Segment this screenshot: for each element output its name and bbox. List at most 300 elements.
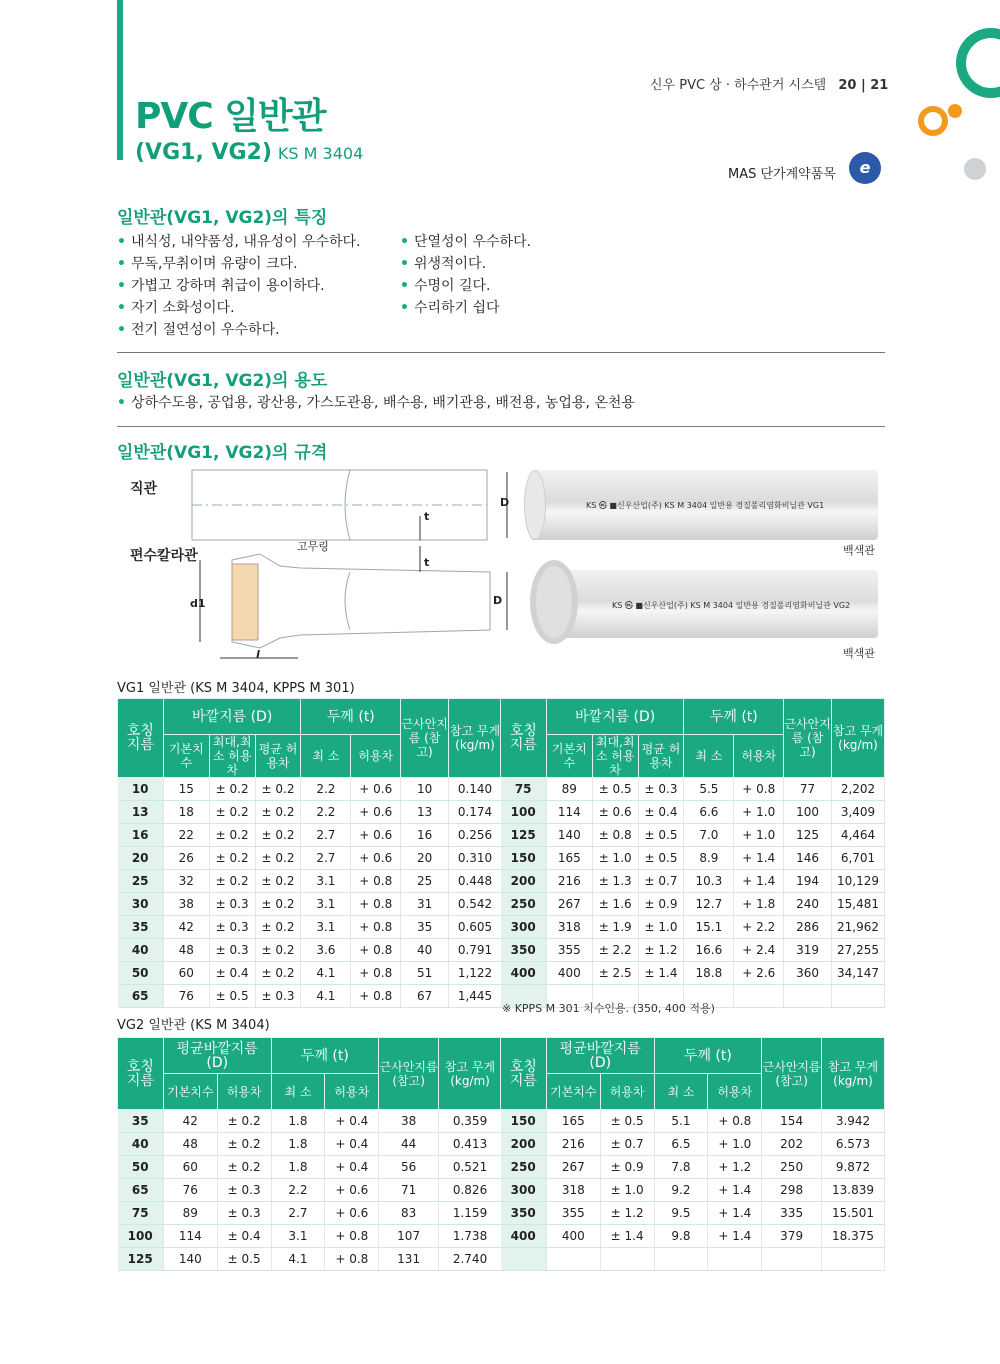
table-cell: 4,464 xyxy=(832,824,885,847)
cell-nominal: 200 xyxy=(501,1133,547,1156)
table-cell: + 2.4 xyxy=(734,939,784,962)
header-tol: 허용차 xyxy=(351,735,401,778)
table-cell: 0.413 xyxy=(439,1133,502,1156)
dimension-t-label: t xyxy=(424,510,430,523)
table-row xyxy=(118,1110,502,1133)
table-cell: ± 2.2 xyxy=(592,939,638,962)
table-cell: 31 xyxy=(401,893,449,916)
table-cell: 35 xyxy=(401,916,449,939)
page-subtitle xyxy=(135,140,363,165)
table-cell: ± 1.6 xyxy=(592,893,638,916)
table-cell: 107 xyxy=(379,1225,439,1248)
header-weight: 참고 무게 (kg/m) xyxy=(832,699,885,778)
table-cell: ± 0.2 xyxy=(217,1133,271,1156)
header-thickness: 두께 (t) xyxy=(684,699,784,735)
table-cell: + 0.8 xyxy=(351,916,401,939)
table-cell: 0.256 xyxy=(449,824,502,847)
table-cell: 2.740 xyxy=(439,1248,502,1271)
table-cell: 76 xyxy=(163,1179,217,1202)
table-row xyxy=(118,939,502,962)
running-header xyxy=(650,74,888,93)
table-cell: ± 0.2 xyxy=(209,824,255,847)
table-cell xyxy=(654,1248,708,1271)
table-cell: 10.3 xyxy=(684,870,734,893)
header-min: 최 소 xyxy=(684,735,734,778)
table-cell: 4.1 xyxy=(271,1248,325,1271)
table-row xyxy=(501,1248,885,1271)
table-cell: 3.1 xyxy=(301,916,351,939)
table-cell: 146 xyxy=(784,847,832,870)
cell-nominal: 20 xyxy=(118,847,164,870)
usage-title: 일반관(VG1, VG2)의 용도 xyxy=(117,371,328,391)
page-title: PVC 일반관 xyxy=(135,96,326,137)
divider xyxy=(117,352,885,353)
cell-nominal: 35 xyxy=(118,1110,164,1133)
table-row xyxy=(118,985,502,1008)
table-cell: ± 0.2 xyxy=(217,1156,271,1179)
table-row xyxy=(118,1202,502,1225)
break-mark xyxy=(345,572,350,630)
table-row xyxy=(118,1156,502,1179)
table-cell: 2.2 xyxy=(271,1179,325,1202)
table-cell: ± 1.0 xyxy=(638,916,684,939)
rubber-ring-label: 고무링 xyxy=(297,540,329,553)
table-cell: + 0.6 xyxy=(351,801,401,824)
table-cell: + 0.8 xyxy=(325,1248,379,1271)
table-cell: ± 0.3 xyxy=(209,916,255,939)
table-cell: 51 xyxy=(401,962,449,985)
table-cell: + 1.0 xyxy=(708,1133,762,1156)
header-tol: 허용차 xyxy=(708,1074,762,1110)
table-cell: 48 xyxy=(163,939,209,962)
table-cell xyxy=(762,1248,822,1271)
table-cell: 1.8 xyxy=(271,1156,325,1179)
table-cell: 3.942 xyxy=(822,1110,885,1133)
table-row xyxy=(501,1225,885,1248)
table-cell: 9.5 xyxy=(654,1202,708,1225)
table-cell: + 0.8 xyxy=(351,870,401,893)
table-cell: 1.8 xyxy=(271,1110,325,1133)
table-cell: 3,409 xyxy=(832,801,885,824)
header-outer-diameter: 평균바깥지름 (D) xyxy=(546,1038,654,1074)
collar-pipe-label: 편수칼라관 xyxy=(130,548,198,564)
table-cell: 1.159 xyxy=(439,1202,502,1225)
table-cell: + 1.4 xyxy=(734,870,784,893)
header-base: 기본치수 xyxy=(163,1074,217,1110)
table-cell: ± 0.4 xyxy=(209,962,255,985)
mas-label: MAS 단가계약품목 xyxy=(728,167,836,182)
table-cell xyxy=(546,1248,600,1271)
table-cell: 1,122 xyxy=(449,962,502,985)
table-cell: 0.826 xyxy=(439,1179,502,1202)
table-cell: 22 xyxy=(163,824,209,847)
dimension-l-label: l xyxy=(256,648,260,661)
cell-nominal: 250 xyxy=(501,1156,547,1179)
table-cell: 0.174 xyxy=(449,801,502,824)
table-cell: ± 1.0 xyxy=(592,847,638,870)
rubber-ring xyxy=(232,564,258,640)
table-cell: + 1.2 xyxy=(708,1156,762,1179)
cell-nominal: 300 xyxy=(501,916,547,939)
header-min: 최 소 xyxy=(654,1074,708,1110)
table-cell: 298 xyxy=(762,1179,822,1202)
table-cell: + 1.0 xyxy=(734,824,784,847)
straight-pipe-label: 직관 xyxy=(130,481,158,497)
table-cell: 32 xyxy=(163,870,209,893)
table-cell: + 0.8 xyxy=(351,893,401,916)
cell-nominal: 13 xyxy=(118,801,164,824)
table-cell: 3.1 xyxy=(271,1225,325,1248)
header-weight: 참고 무게 (kg/m) xyxy=(439,1038,502,1110)
table-cell: 15.1 xyxy=(684,916,734,939)
header-maxmin: 최대,최소 허용차 xyxy=(592,735,638,778)
header-base: 기본치수 xyxy=(546,735,592,778)
table-cell: 25 xyxy=(401,870,449,893)
table-row xyxy=(118,916,502,939)
page-numbers: 20 | 21 xyxy=(838,78,889,93)
table-row xyxy=(118,1133,502,1156)
table-row xyxy=(501,1179,885,1202)
cell-nominal: 100 xyxy=(501,801,547,824)
table-cell xyxy=(708,1248,762,1271)
table-cell: 240 xyxy=(784,893,832,916)
table-cell: ± 0.3 xyxy=(255,985,301,1008)
table-cell: 131 xyxy=(379,1248,439,1271)
table-cell: 15,481 xyxy=(832,893,885,916)
table-cell: + 0.6 xyxy=(351,778,401,801)
table-cell: ± 0.2 xyxy=(209,870,255,893)
table-cell: 216 xyxy=(546,1133,600,1156)
table-cell: 20 xyxy=(401,847,449,870)
list-item: • 가볍고 강하며 취급이 용이하다. xyxy=(117,275,361,297)
cell-nominal: 100 xyxy=(118,1225,164,1248)
table-cell: 165 xyxy=(546,1110,600,1133)
table-cell: 335 xyxy=(762,1202,822,1225)
table-cell: 379 xyxy=(762,1225,822,1248)
table-cell: ± 0.6 xyxy=(592,801,638,824)
table-cell: 6,701 xyxy=(832,847,885,870)
table-cell: 5.5 xyxy=(684,778,734,801)
table-cell: 18 xyxy=(163,801,209,824)
header-inner-diameter: 근사안지름 (참고) xyxy=(379,1038,439,1110)
table-cell: ± 0.2 xyxy=(255,847,301,870)
table-cell: 3.6 xyxy=(301,939,351,962)
table-cell: 1.8 xyxy=(271,1133,325,1156)
vg2-pipe-print: KS ㉿ ■신우산업(주) KS M 3404 일반용 경질폴리염화비닐관 VG2 xyxy=(612,601,851,610)
photo-caption: 백색관 xyxy=(843,647,875,660)
header-nominal: 호칭 지름 xyxy=(118,699,164,778)
table-cell: 16.6 xyxy=(684,939,734,962)
table-cell: 6.573 xyxy=(822,1133,885,1156)
cell-nominal: 75 xyxy=(501,778,547,801)
table-cell: ± 0.2 xyxy=(255,824,301,847)
table-row xyxy=(501,1202,885,1225)
vg2-table-left xyxy=(117,1037,502,1271)
header-inner-diameter: 근사안지름 (참고) xyxy=(784,699,832,778)
table-row xyxy=(118,962,502,985)
table-cell: ± 0.2 xyxy=(255,893,301,916)
table-cell xyxy=(600,1248,654,1271)
list-item: • 무독,무취이며 유량이 크다. xyxy=(117,253,361,275)
header-outer-diameter: 평균바깥지름 (D) xyxy=(163,1038,271,1074)
table-cell: 10 xyxy=(401,778,449,801)
decorative-dot-gray xyxy=(964,158,986,180)
dimension-t-label: t xyxy=(424,556,430,569)
table-row xyxy=(118,1179,502,1202)
vg2-table-title: VG2 일반관 (KS M 3404) xyxy=(117,1018,270,1033)
table-cell: 5.1 xyxy=(654,1110,708,1133)
cell-nominal: 125 xyxy=(501,824,547,847)
table-cell: 40 xyxy=(401,939,449,962)
table-cell: ± 1.2 xyxy=(638,939,684,962)
table-cell: ± 0.3 xyxy=(638,778,684,801)
header-outer-diameter: 바깥지름 (D) xyxy=(163,699,301,735)
table-row xyxy=(501,893,885,916)
table-cell: 0.521 xyxy=(439,1156,502,1179)
table-cell: 2.2 xyxy=(301,778,351,801)
table-row xyxy=(118,778,502,801)
table-cell: + 0.4 xyxy=(325,1156,379,1179)
header-maxmin: 최대,최소 허용차 xyxy=(209,735,255,778)
pipe-cross-section-diagram xyxy=(180,460,520,670)
table-cell: 140 xyxy=(546,824,592,847)
usage-list xyxy=(117,392,635,414)
table-cell: 1,445 xyxy=(449,985,502,1008)
table-cell: 216 xyxy=(546,870,592,893)
table-row xyxy=(118,824,502,847)
table-cell: + 1.4 xyxy=(708,1202,762,1225)
table-cell: + 0.6 xyxy=(325,1179,379,1202)
header-nominal: 호칭 지름 xyxy=(501,1038,547,1110)
decorative-ring-orange xyxy=(918,106,948,136)
table-cell: 154 xyxy=(762,1110,822,1133)
table-cell: 42 xyxy=(163,916,209,939)
table-cell: 26 xyxy=(163,847,209,870)
table-cell: 42 xyxy=(163,1110,217,1133)
table-cell: 0.310 xyxy=(449,847,502,870)
table-cell: + 1.4 xyxy=(734,847,784,870)
pipe-collar-end xyxy=(530,560,578,644)
table-cell: 77 xyxy=(784,778,832,801)
header-avg: 평균 허용차 xyxy=(638,735,684,778)
cell-nominal: 150 xyxy=(501,1110,547,1133)
table-cell: 0.542 xyxy=(449,893,502,916)
table-cell: 140 xyxy=(163,1248,217,1271)
table-cell: 9.8 xyxy=(654,1225,708,1248)
table-cell: ± 0.5 xyxy=(600,1110,654,1133)
table-cell: + 1.4 xyxy=(708,1225,762,1248)
table-cell: + 0.6 xyxy=(351,824,401,847)
cell-nominal: 200 xyxy=(501,870,547,893)
table-cell: 0.791 xyxy=(449,939,502,962)
cell-nominal: 25 xyxy=(118,870,164,893)
table-cell: + 0.8 xyxy=(351,962,401,985)
list-item: • 단열성이 우수하다. xyxy=(400,231,531,253)
table-cell xyxy=(822,1248,885,1271)
decorative-dot-orange xyxy=(948,104,962,118)
table-cell: 44 xyxy=(379,1133,439,1156)
table-cell: 13 xyxy=(401,801,449,824)
table-cell: 2.2 xyxy=(301,801,351,824)
table-row xyxy=(501,1156,885,1179)
table-cell: ± 0.5 xyxy=(638,847,684,870)
table-row xyxy=(118,847,502,870)
list-item: • 위생적이다. xyxy=(400,253,531,275)
divider xyxy=(117,426,885,427)
table-cell: + 0.8 xyxy=(325,1225,379,1248)
table-cell: 318 xyxy=(546,916,592,939)
cell-nominal: 50 xyxy=(118,962,164,985)
table-cell: ± 0.7 xyxy=(600,1133,654,1156)
header-weight: 참고 무게 (kg/m) xyxy=(822,1038,885,1110)
table-row xyxy=(501,847,885,870)
cell-nominal: 40 xyxy=(118,1133,164,1156)
table-cell: 27,255 xyxy=(832,939,885,962)
table-cell xyxy=(784,985,832,1008)
table-cell: 89 xyxy=(546,778,592,801)
table-cell: 48 xyxy=(163,1133,217,1156)
table-cell: 114 xyxy=(546,801,592,824)
table-cell: + 0.4 xyxy=(325,1110,379,1133)
table-cell: + 0.6 xyxy=(351,847,401,870)
table-cell: 71 xyxy=(379,1179,439,1202)
table-cell xyxy=(734,985,784,1008)
table-cell: + 2.2 xyxy=(734,916,784,939)
table-cell: 7.8 xyxy=(654,1156,708,1179)
table-cell: ± 0.9 xyxy=(638,893,684,916)
table-cell: 12.7 xyxy=(684,893,734,916)
cell-nominal: 250 xyxy=(501,893,547,916)
table-row xyxy=(501,962,885,985)
table-cell: ± 0.2 xyxy=(209,801,255,824)
header-tol: 허용차 xyxy=(217,1074,271,1110)
header-tol: 허용차 xyxy=(325,1074,379,1110)
table-cell: 10,129 xyxy=(832,870,885,893)
cell-nominal: 125 xyxy=(118,1248,164,1271)
table-cell: 15 xyxy=(163,778,209,801)
table-cell: 319 xyxy=(784,939,832,962)
table-cell: 0.605 xyxy=(449,916,502,939)
table-cell: ± 0.2 xyxy=(209,847,255,870)
cell-nominal: 350 xyxy=(501,939,547,962)
header-nominal: 호칭 지름 xyxy=(501,699,547,778)
list-item: • 상하수도용, 공업용, 광산용, 가스도관용, 배수용, 배기관용, 배전용, 농업용, 온천용 xyxy=(117,392,635,414)
table-cell: 360 xyxy=(784,962,832,985)
table-cell: + 0.4 xyxy=(325,1133,379,1156)
table-cell: ± 0.3 xyxy=(209,939,255,962)
table-cell: ± 0.3 xyxy=(209,893,255,916)
table-cell: 9.2 xyxy=(654,1179,708,1202)
table-cell: ± 0.2 xyxy=(217,1110,271,1133)
list-item: • 내식성, 내약품성, 내유성이 우수하다. xyxy=(117,231,361,253)
vg1-table-left xyxy=(117,698,502,1008)
table-cell: ± 0.4 xyxy=(638,801,684,824)
header-tol: 허용차 xyxy=(734,735,784,778)
table-cell: 83 xyxy=(379,1202,439,1225)
header-tol: 허용차 xyxy=(600,1074,654,1110)
cell-nominal: 400 xyxy=(501,1225,547,1248)
cell-nominal: 30 xyxy=(118,893,164,916)
header-nominal: 호칭 지름 xyxy=(118,1038,164,1110)
table-row xyxy=(118,870,502,893)
mas-logo-icon: e xyxy=(849,152,881,184)
table-cell: 0.359 xyxy=(439,1110,502,1133)
table-cell: 125 xyxy=(784,824,832,847)
table-cell: + 0.8 xyxy=(351,985,401,1008)
table-cell: 18.8 xyxy=(684,962,734,985)
table-row xyxy=(501,916,885,939)
table-cell: 15.501 xyxy=(822,1202,885,1225)
table-cell: 6.6 xyxy=(684,801,734,824)
table-cell: + 0.6 xyxy=(325,1202,379,1225)
header-thickness: 두께 (t) xyxy=(654,1038,762,1074)
photo-caption: 백색관 xyxy=(843,544,875,557)
table-row xyxy=(501,939,885,962)
dimension-d1-label: d1 xyxy=(190,597,206,610)
table-cell: 3.1 xyxy=(301,870,351,893)
features-list-right xyxy=(400,231,531,319)
dimension-d-label: D xyxy=(493,594,503,607)
table-cell: 13.839 xyxy=(822,1179,885,1202)
cell-nominal: 35 xyxy=(118,916,164,939)
table-cell: ± 0.2 xyxy=(255,962,301,985)
pipe-end xyxy=(524,470,546,540)
table-row xyxy=(118,1225,502,1248)
table-cell: ± 0.7 xyxy=(638,870,684,893)
table-cell: 400 xyxy=(546,962,592,985)
table-cell: ± 0.5 xyxy=(209,985,255,1008)
table-cell: 0.448 xyxy=(449,870,502,893)
cell-nominal: 300 xyxy=(501,1179,547,1202)
table-row xyxy=(501,778,885,801)
header-base: 기본치수 xyxy=(546,1074,600,1110)
table-cell: 400 xyxy=(546,1225,600,1248)
table-cell: + 1.0 xyxy=(734,801,784,824)
decorative-ring-green xyxy=(956,28,1000,98)
table-row xyxy=(501,824,885,847)
table-cell: 67 xyxy=(401,985,449,1008)
table-cell: ± 0.8 xyxy=(592,824,638,847)
table-row xyxy=(501,870,885,893)
title-accent-bar xyxy=(117,0,123,160)
table-cell: ± 0.5 xyxy=(217,1248,271,1271)
table-cell: ± 0.2 xyxy=(255,801,301,824)
features-title: 일반관(VG1, VG2)의 특징 xyxy=(117,208,328,228)
cell-nominal: 400 xyxy=(501,962,547,985)
vg1-note: ※ KPPS M 301 치수인용. (350, 400 적용) xyxy=(502,1002,715,1015)
table-cell xyxy=(832,985,885,1008)
table-cell: ± 0.3 xyxy=(217,1202,271,1225)
table-cell: 250 xyxy=(762,1156,822,1179)
header-inner-diameter: 근사안지름 (참고) xyxy=(762,1038,822,1110)
table-cell: 7.0 xyxy=(684,824,734,847)
table-cell: ± 0.3 xyxy=(217,1179,271,1202)
table-cell: + 1.4 xyxy=(708,1179,762,1202)
table-row xyxy=(501,1110,885,1133)
table-cell: ± 1.0 xyxy=(600,1179,654,1202)
series-title: 신우 PVC 상 · 하수관거 시스템 xyxy=(650,78,827,93)
vg1-pipe-print: KS ㉿ ■신우산업(주) KS M 3404 일반용 경질폴리염화비닐관 VG1 xyxy=(586,501,825,510)
table-cell: ± 0.2 xyxy=(255,916,301,939)
header-thickness: 두께 (t) xyxy=(271,1038,379,1074)
header-avg: 평균 허용차 xyxy=(255,735,301,778)
cell-nominal: 65 xyxy=(118,985,164,1008)
header-outer-diameter: 바깥지름 (D) xyxy=(546,699,684,735)
table-cell: + 0.8 xyxy=(734,778,784,801)
header-thickness: 두께 (t) xyxy=(301,699,401,735)
table-cell: 2.7 xyxy=(301,824,351,847)
table-cell: 2.7 xyxy=(271,1202,325,1225)
